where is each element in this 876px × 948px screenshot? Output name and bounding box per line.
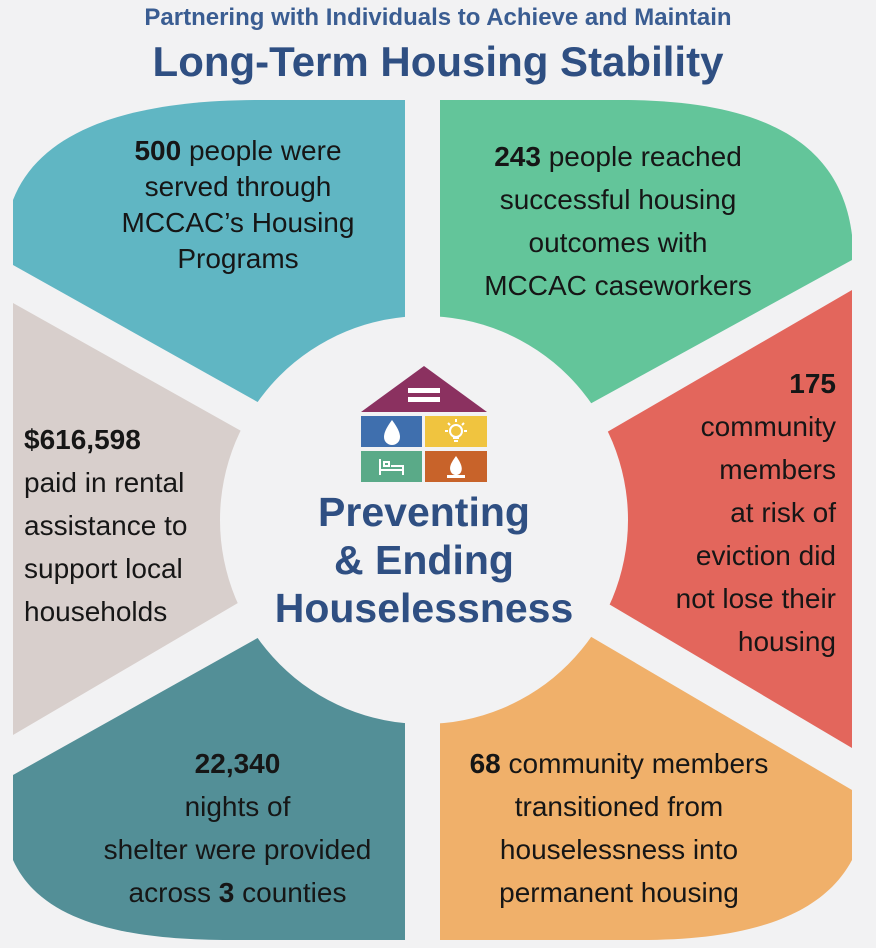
subtitle: Partnering with Individuals to Achieve and Maintain: [144, 4, 732, 31]
stat-number: 500: [134, 135, 182, 166]
stat-number: 68: [469, 748, 501, 779]
center-title-line2: & Ending: [334, 537, 514, 583]
stat-permanent-housing: 68 community members transitioned from houselessness into permanent housing: [469, 748, 769, 908]
stat-rental-assistance: $616,598 paid in rental assistance to support local households: [24, 424, 188, 627]
stat-housing-outcomes: 243 people reached successful housing outcomes with MCCAC caseworkers: [484, 141, 752, 301]
stat-shelter-nights: 22,340 nights of shelter were provided across 3 counties: [103, 748, 372, 908]
center-title-line3: Houselessness: [274, 585, 574, 631]
stat-people-served: 500 people were served through MCCAC’s Housing Programs: [121, 135, 355, 274]
center-title-line1: Preventing: [318, 489, 530, 535]
stat-number: 22,340: [194, 748, 281, 779]
stat-number: $616,598: [24, 424, 141, 455]
stat-number: 243: [494, 141, 541, 172]
stat-eviction-prevented: 175 community members at risk of eviction did not lose their housing: [675, 368, 836, 657]
stat-number: 175: [789, 368, 836, 399]
page-title: Long-Term Housing Stability: [152, 38, 724, 85]
